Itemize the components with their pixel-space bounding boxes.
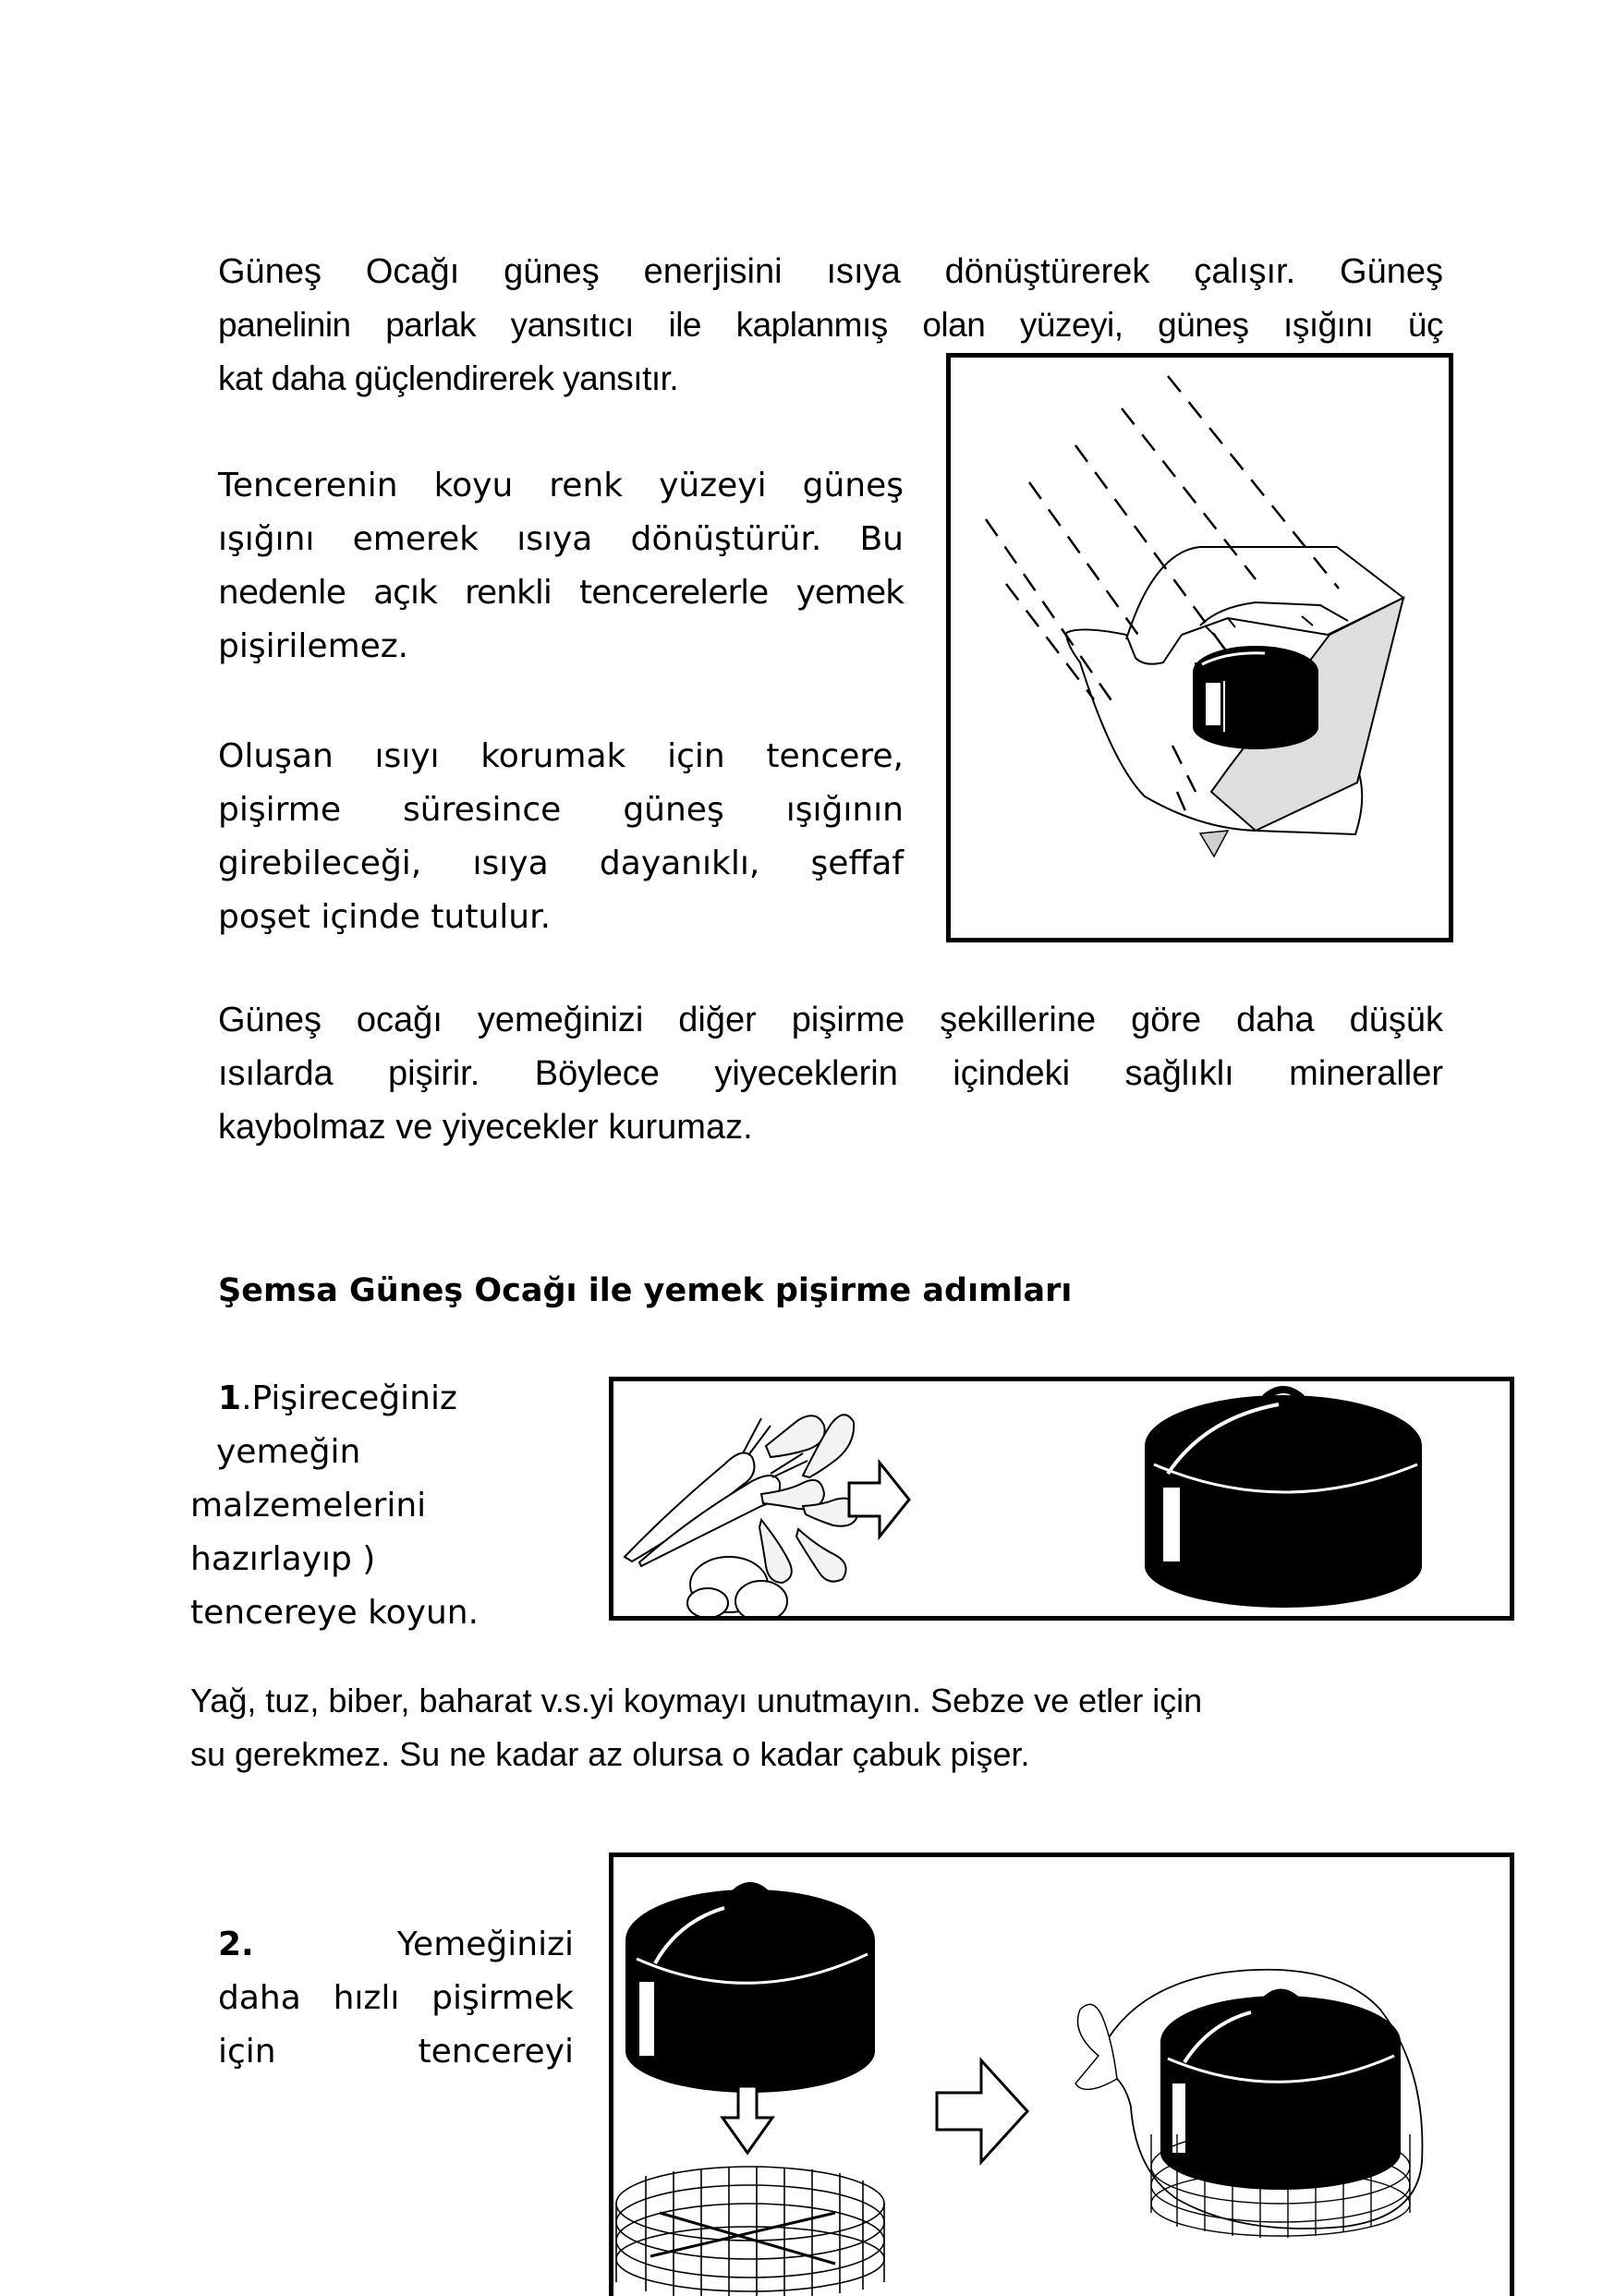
step-1-number: 1 xyxy=(218,1379,242,1417)
steps-heading: Şemsa Güneş Ocağı ile yemek pişirme adımları xyxy=(218,1272,1073,1309)
step-1-line: tencereye koyun. xyxy=(190,1594,480,1632)
arrow-right-icon xyxy=(849,1463,909,1537)
pot-color-line: nedenle açık renkli tencerelerle yemek xyxy=(218,574,904,612)
wire-rack-icon xyxy=(616,2167,884,2296)
heat-keep-line: Oluşan ısıyı korumak için tencere, xyxy=(218,737,904,775)
step-1-line: malzemelerini xyxy=(190,1487,427,1525)
step-2-text xyxy=(218,1918,574,2079)
step-2-line: Yemeğinizi xyxy=(396,1925,574,1963)
pot-color-paragraph xyxy=(218,459,904,674)
low-heat-paragraph xyxy=(218,993,1443,1154)
pot-color-line: pişirilemez. xyxy=(218,627,409,665)
step-1-line: Pişireceğiniz xyxy=(251,1379,457,1417)
heat-keep-line: poşet içinde tutulur. xyxy=(218,898,552,936)
pot-icon xyxy=(625,1886,875,2093)
step-1-note-line: Yağ, tuz, biber, baharat v.s.yi koymayı unutmayın. Sebze ve etler için xyxy=(190,1682,1203,1719)
heat-keep-paragraph xyxy=(218,730,904,944)
intro-line-2 xyxy=(218,298,1443,352)
low-heat-line: kaybolmaz ve yiyecekler kurumaz. xyxy=(218,1108,753,1147)
heat-keep-line: pişirme süresince güneş ışığının xyxy=(218,791,904,829)
intro-line-3 xyxy=(218,352,678,407)
arrow-right-icon xyxy=(937,2060,1027,2162)
intro-line-3-text: kat daha güçlendirerek yansıtır. xyxy=(218,359,679,397)
step-1-line-1 xyxy=(190,1372,479,1426)
intro-line-1-text: Güneş Ocağı güneş enerjisini ısıya dönüştürerek çalışır. Güneş xyxy=(218,252,1443,291)
step-2-line: daha hızlı pişirmek xyxy=(218,1979,574,2017)
pot-rack-bag-figure xyxy=(609,1853,1514,2296)
pot-icon xyxy=(1193,646,1318,749)
step-1-text xyxy=(190,1372,479,1640)
solar-cooker-figure xyxy=(946,353,1453,942)
cooker-stake xyxy=(1200,831,1228,856)
pot-rack-bag-illustration xyxy=(613,1857,1510,2296)
step-2-line-1 xyxy=(218,1918,574,1972)
step-2-line: için tencereyi xyxy=(218,2033,574,2071)
bag-knot xyxy=(1075,2004,1117,2089)
chicken-drumstick-icon xyxy=(759,1415,858,1583)
step-1-note-line: su gerekmez. Su ne kadar az olursa o kadar çabuk pişer. xyxy=(190,1735,1030,1773)
heat-keep-line: girebileceği, ısıya dayanıklı, şeffaf xyxy=(218,844,904,882)
step-1-line: hazırlayıp ) xyxy=(190,1540,376,1578)
pot-icon xyxy=(1145,1390,1422,1608)
pot-in-bag-icon xyxy=(1075,1970,1422,2238)
low-heat-line: ısılarda pişirir. Böylece yiyeceklerin içindeki sağlıklı mineraller xyxy=(218,1054,1443,1093)
solar-cooker-illustration xyxy=(951,358,1449,938)
step-2-number: 2. xyxy=(218,1925,254,1963)
step-1-dot: . xyxy=(241,1379,252,1417)
low-heat-line: Güneş ocağı yemeğinizi diğer pişirme şekillerine göre daha düşük xyxy=(218,1001,1443,1039)
ray-arrowheads xyxy=(1205,616,1313,635)
intro-line-1 xyxy=(218,245,1443,298)
intro-line-2-text: panelinin parlak yansıtıcı ile kaplanmış olan yüzeyi, güneş ışığını üç xyxy=(218,306,1443,344)
arrow-down-icon xyxy=(722,2086,772,2153)
ingredients-figure xyxy=(609,1377,1514,1621)
step-1-line: yemeğin xyxy=(216,1433,361,1471)
pot-color-line: Tencerenin koyu renk yüzeyi güneş xyxy=(218,467,904,504)
ingredients-to-pot-illustration xyxy=(613,1381,1510,1616)
pot-color-line: ışığını emerek ısıya dönüştürür. Bu xyxy=(218,520,904,558)
step-1-note xyxy=(190,1674,1202,1781)
